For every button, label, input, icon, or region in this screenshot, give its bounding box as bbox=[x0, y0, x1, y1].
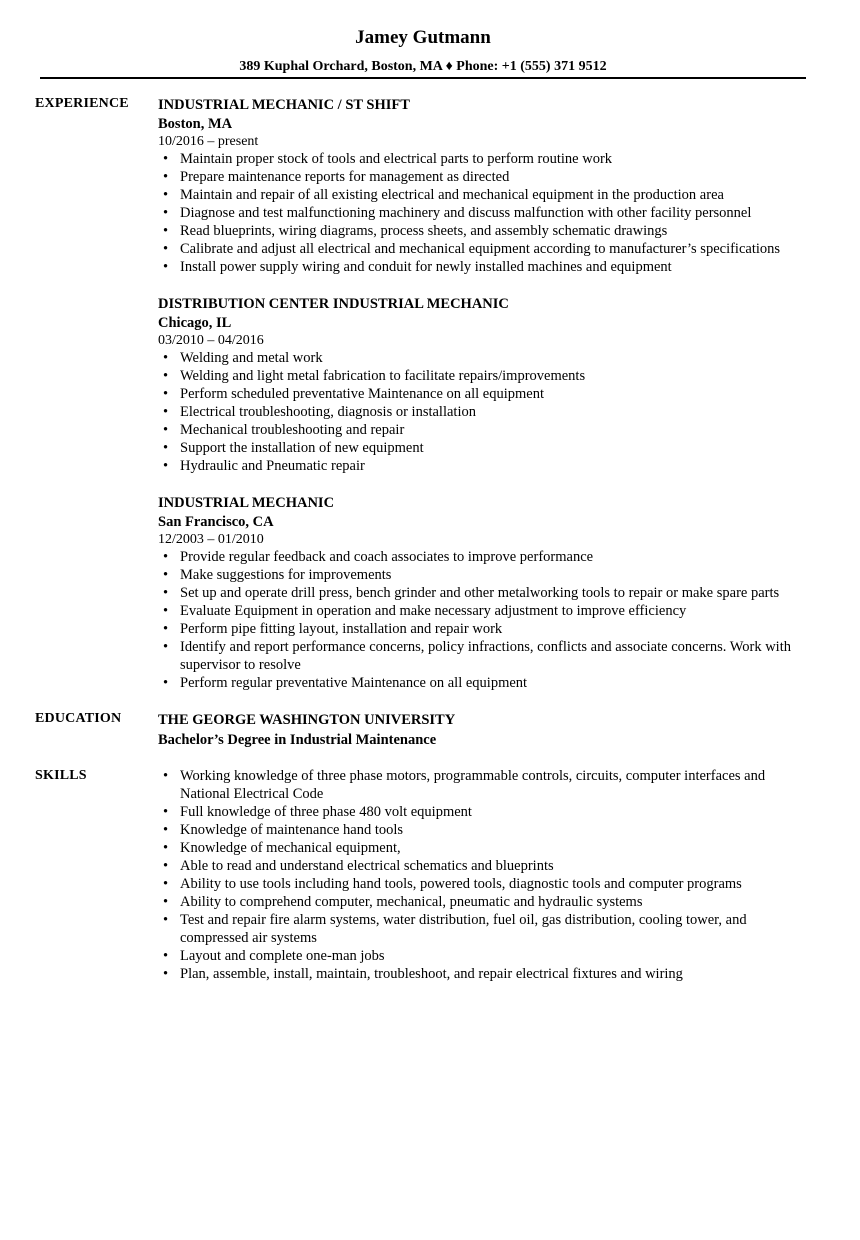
list-item: • Welding and light metal fabrication to facilitate repairs/improvements bbox=[158, 367, 810, 385]
list-item: • Prepare maintenance reports for management as directed bbox=[158, 168, 810, 186]
list-item: • Calibrate and adjust all electrical and mechanical equipment according to manufacturer’s specifications bbox=[158, 240, 810, 258]
job-duties bbox=[158, 150, 810, 276]
header-divider bbox=[40, 77, 806, 79]
job-dates: 03/2010 – 04/2016 bbox=[158, 333, 264, 348]
list-item: • Able to read and understand electrical schematics and blueprints bbox=[158, 857, 810, 875]
skills-section bbox=[0, 767, 860, 983]
list-item: • Ability to use tools including hand tools, powered tools, diagnostic tools and computer programs bbox=[158, 875, 810, 893]
skills-list bbox=[158, 767, 810, 983]
job-duties bbox=[158, 349, 810, 475]
list-item: • Make suggestions for improvements bbox=[158, 566, 810, 584]
list-item: • Maintain proper stock of tools and electrical parts to perform routine work bbox=[158, 150, 810, 168]
contact-line: 389 Kuphal Orchard, Boston, MA ♦ Phone: +1 (555) 371 9512 bbox=[239, 59, 607, 74]
job-entry bbox=[158, 294, 810, 475]
list-item: • Hydraulic and Pneumatic repair bbox=[158, 457, 810, 475]
job-dates: 12/2003 – 01/2010 bbox=[158, 532, 264, 547]
list-item: • Identify and report performance concerns, policy infractions, conflicts and associate concerns. Work with supervisor to resolve bbox=[158, 638, 810, 674]
experience-section bbox=[0, 95, 860, 692]
job-dates: 10/2016 – present bbox=[158, 134, 259, 149]
list-item: • Full knowledge of three phase 480 volt equipment bbox=[158, 803, 810, 821]
job-title: INDUSTRIAL MECHANIC / ST SHIFT bbox=[158, 97, 410, 113]
list-item: • Ability to comprehend computer, mechanical, pneumatic and hydraulic systems bbox=[158, 893, 810, 911]
skills-body bbox=[158, 767, 810, 983]
list-item: • Diagnose and test malfunctioning machinery and discuss malfunction with other facility personnel bbox=[158, 204, 810, 222]
list-item: • Test and repair fire alarm systems, water distribution, fuel oil, gas distribution, cooling tower, and compressed air systems bbox=[158, 911, 810, 947]
list-item: • Plan, assemble, install, maintain, troubleshoot, and repair electrical fixtures and wiring bbox=[158, 965, 810, 983]
list-item: • Support the installation of new equipment bbox=[158, 439, 810, 457]
job-location: Boston, MA bbox=[158, 116, 233, 132]
candidate-name: Jamey Gutmann bbox=[355, 27, 491, 48]
list-item: • Mechanical troubleshooting and repair bbox=[158, 421, 810, 439]
list-item: • Perform pipe fitting layout, installation and repair work bbox=[158, 620, 810, 638]
list-item: • Working knowledge of three phase motors, programmable controls, circuits, computer interfaces and National Electrical Code bbox=[158, 767, 810, 803]
list-item: • Electrical troubleshooting, diagnosis or installation bbox=[158, 403, 810, 421]
list-item: • Read blueprints, wiring diagrams, process sheets, and assembly schematic drawings bbox=[158, 222, 810, 240]
education-body bbox=[158, 710, 810, 749]
degree-name: Bachelor’s Degree in Industrial Maintenance bbox=[158, 732, 437, 748]
section-label-skills: SKILLS bbox=[35, 768, 87, 783]
list-item: • Knowledge of mechanical equipment, bbox=[158, 839, 810, 857]
list-item: • Layout and complete one-man jobs bbox=[158, 947, 810, 965]
job-title: INDUSTRIAL MECHANIC bbox=[158, 495, 335, 511]
list-item: • Perform scheduled preventative Maintenance on all equipment bbox=[158, 385, 810, 403]
resume-content bbox=[0, 97, 860, 983]
job-entry bbox=[158, 493, 810, 692]
list-item: • Install power supply wiring and conduit for newly installed machines and equipment bbox=[158, 258, 810, 276]
section-label-experience: EXPERIENCE bbox=[35, 96, 129, 111]
list-item: • Perform regular preventative Maintenance on all equipment bbox=[158, 674, 810, 692]
education-section bbox=[0, 710, 860, 749]
list-item: • Evaluate Equipment in operation and make necessary adjustment to improve efficiency bbox=[158, 602, 810, 620]
experience-body bbox=[158, 95, 810, 692]
job-duties bbox=[158, 548, 810, 692]
list-item: • Set up and operate drill press, bench grinder and other metalworking tools to repair or make spare parts bbox=[158, 584, 810, 602]
job-location: Chicago, IL bbox=[158, 315, 232, 331]
list-item: • Knowledge of maintenance hand tools bbox=[158, 821, 810, 839]
school-name: THE GEORGE WASHINGTON UNIVERSITY bbox=[158, 712, 456, 728]
list-item: • Provide regular feedback and coach associates to improve performance bbox=[158, 548, 810, 566]
job-title: DISTRIBUTION CENTER INDUSTRIAL MECHANIC bbox=[158, 296, 509, 312]
list-item: • Welding and metal work bbox=[158, 349, 810, 367]
section-label-education: EDUCATION bbox=[35, 711, 122, 726]
job-entry bbox=[158, 95, 810, 276]
job-location: San Francisco, CA bbox=[158, 514, 274, 530]
list-item: • Maintain and repair of all existing electrical and mechanical equipment in the production area bbox=[158, 186, 810, 204]
